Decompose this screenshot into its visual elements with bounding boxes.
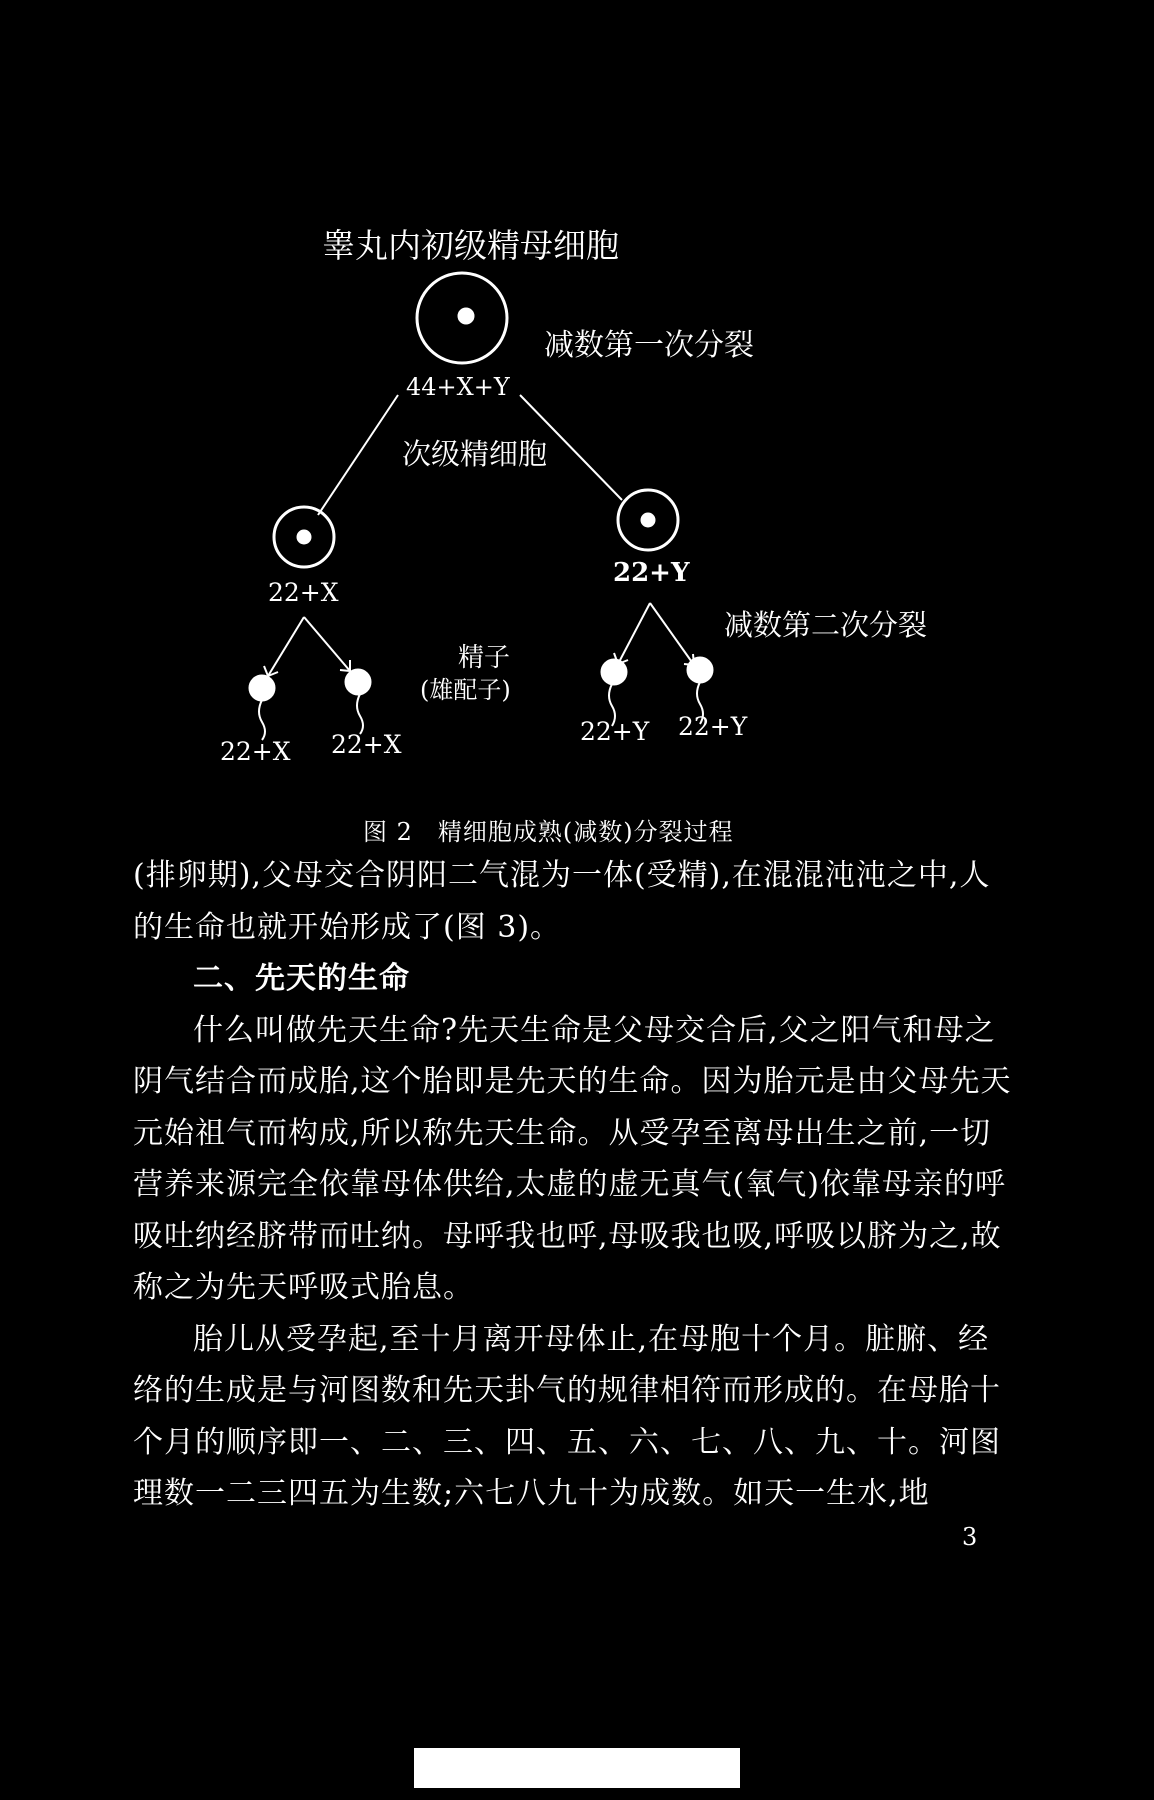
right-secondary-nucleus <box>642 514 654 526</box>
body-text <box>133 850 1013 1520</box>
left-secondary-chromosomes: 22+X <box>268 578 339 607</box>
sperm-chromosomes-1: 22+X <box>220 737 291 766</box>
paragraph-2: 什么叫做先天生命?先天生命是父母交合后,父之阳气和母之阴气结合而成胎,这个胎即是先天的生命。因为胎元是由父母先天元始祖气而构成,所以称先天生命。从受孕至离母出生之前,一切营养来源完全依靠母体供给,太虚的虚无真气(氧气)依靠母亲的呼吸吐纳经脐带而吐纳。母呼我也呼,母吸我也吸,呼吸以脐为之,故称之为先天呼吸式胎息。 <box>133 1012 1012 1305</box>
sperm-chromosomes-2: 22+X <box>331 730 402 759</box>
figure-caption: 图 2 精细胞成熟(减数)分裂过程 <box>363 818 734 846</box>
sperm-chromosomes-4: 22+Y <box>678 712 748 741</box>
primary-cell-nucleus <box>459 309 473 323</box>
arrow-left-2 <box>304 617 350 671</box>
scan-artifact-bar <box>414 1748 740 1788</box>
paragraph-3: 胎儿从受孕起,至十月离开母体止,在母胞十个月。脏腑、经络的生成是与河图数和先天卦气的规律相符而形成的。在母胎十个月的顺序即一、二、三、四、五、六、七、八、九、十。河图理数一二三四五为生数;六七八九十为成数。如天一生水,地 <box>133 1321 1001 1511</box>
first-division-label: 减数第一次分裂 <box>544 328 754 363</box>
sperm-label-line2: (雄配子) <box>420 676 511 704</box>
branch-line-left <box>318 395 398 515</box>
arrow-right-2 <box>650 603 694 665</box>
sperm-chromosomes-3: 22+Y <box>580 717 650 746</box>
second-division-label: 减数第二次分裂 <box>724 608 928 642</box>
page-number: 3 <box>962 1523 978 1551</box>
section-heading: 二、先天的生命 <box>193 961 410 996</box>
sperm-2 <box>346 670 370 734</box>
primary-cell-label: 睾丸内初级精母细胞 <box>322 226 619 265</box>
right-secondary-chromosomes: 22+Y <box>613 558 690 588</box>
arrow-right-1 <box>618 603 650 664</box>
sperm-1 <box>250 676 274 740</box>
sperm-label-line1: 精子 <box>458 643 511 673</box>
secondary-cell-label: 次级精细胞 <box>402 437 548 471</box>
paragraph-1: (排卵期),父母交合阴阳二气混为一体(受精),在混混沌沌之中,人的生命也就开始形成了(图 3)。 <box>133 858 991 945</box>
primary-cell-chromosomes: 44+X+Y <box>406 373 510 401</box>
arrow-left-1 <box>268 617 304 676</box>
left-secondary-nucleus <box>298 531 310 543</box>
